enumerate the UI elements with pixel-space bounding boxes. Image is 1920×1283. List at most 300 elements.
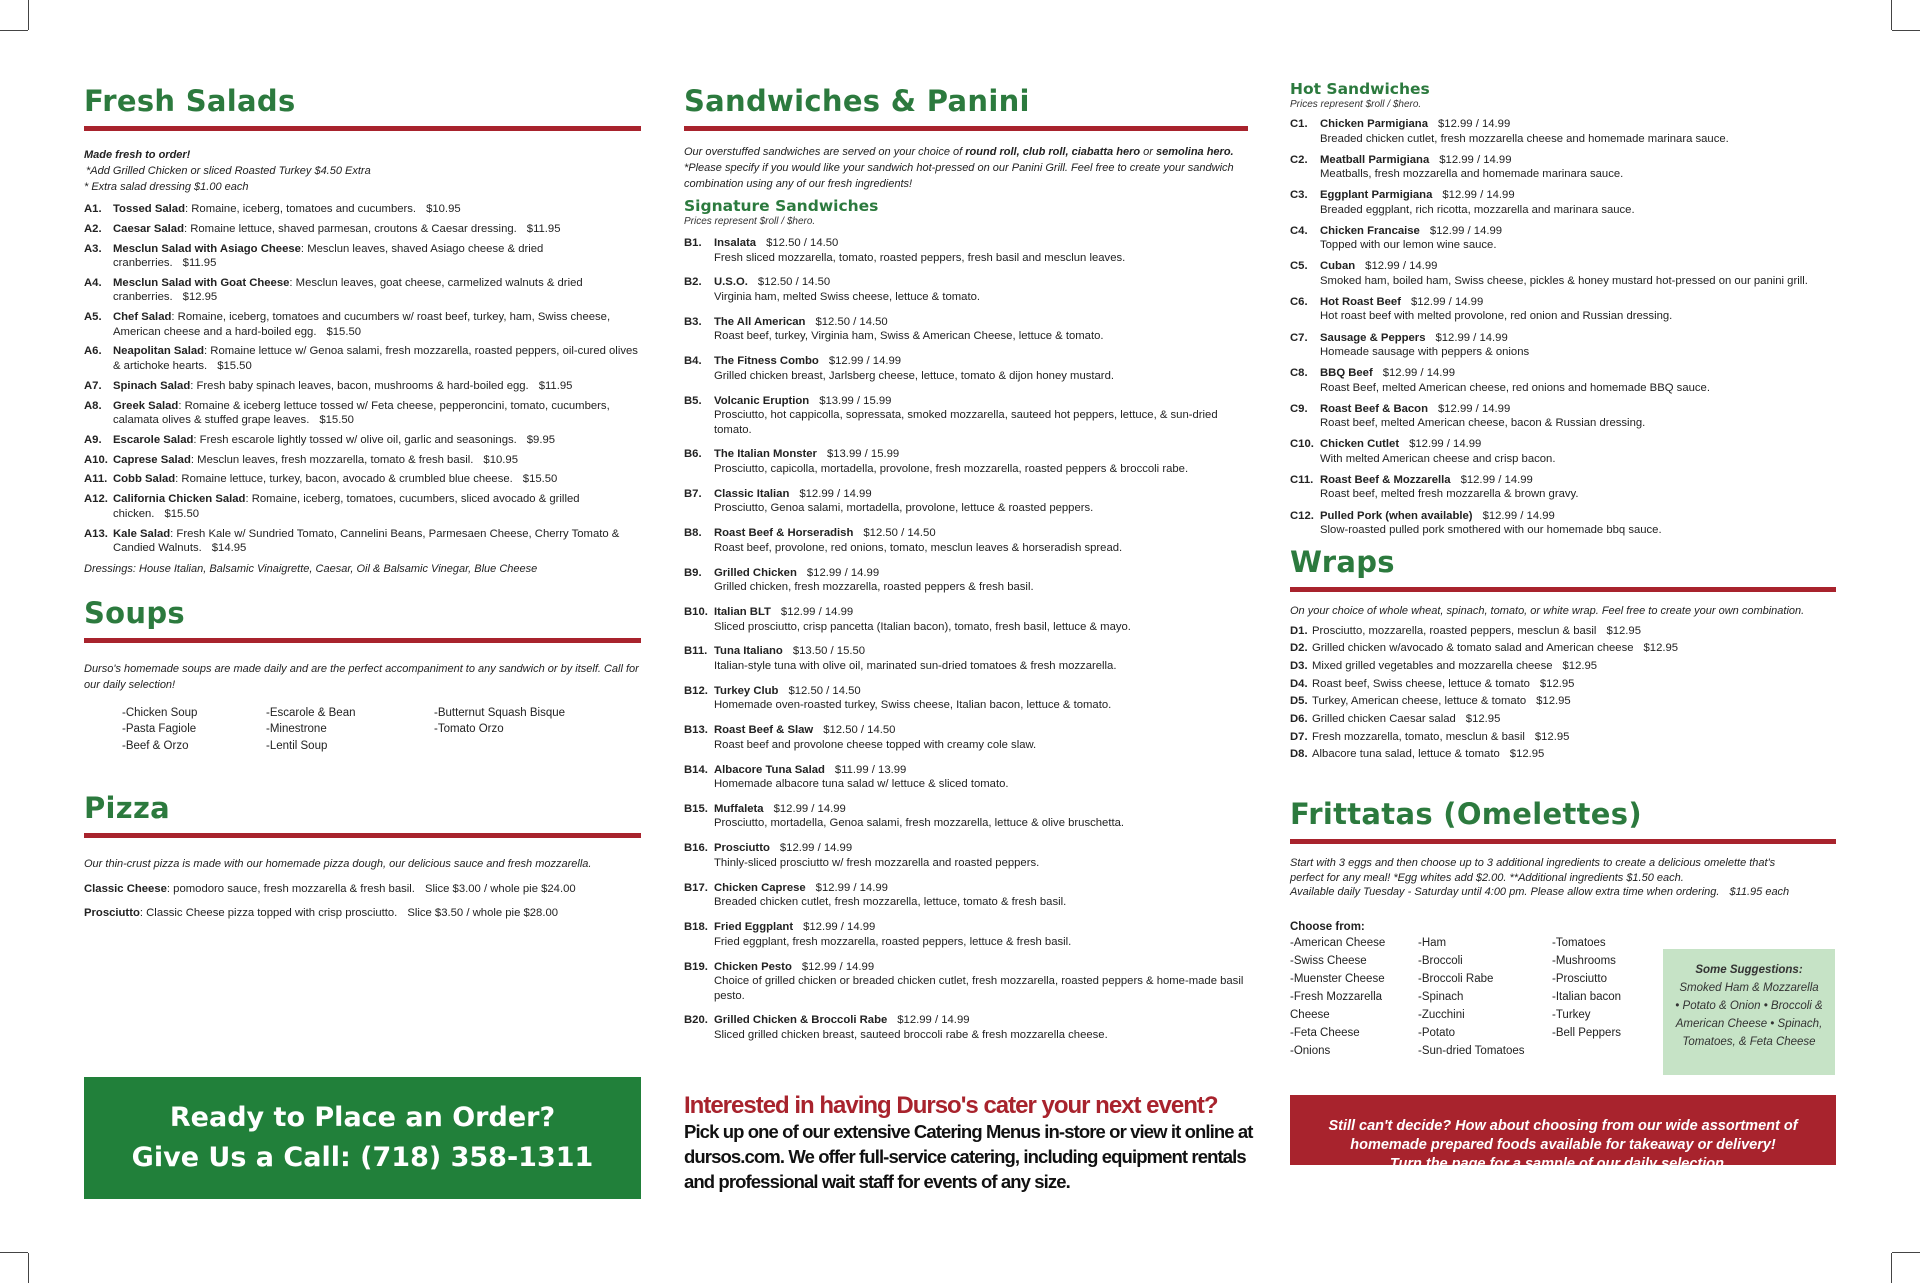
crop-mark-br-h (1892, 1252, 1920, 1253)
pizza-item (84, 901, 641, 925)
item-body (1320, 259, 1836, 288)
item-code: A12. (84, 493, 108, 506)
item-desc: Prosciutto, mortadella, Genoa salami, fresh mozzarella, lettuce & olive bruschetta. (714, 817, 1125, 830)
item-price: $15.50 (319, 414, 354, 427)
item-code: D7. (1290, 730, 1308, 743)
item-desc: Meatballs, fresh mozzarella and homemade marinara sauce. (1320, 168, 1624, 181)
item-price: $10.95 (483, 453, 518, 466)
item-code: B13. (684, 724, 708, 737)
item-body (714, 394, 1248, 438)
item-header (1320, 295, 1836, 310)
item-body (1320, 473, 1836, 502)
item-body (714, 275, 1248, 304)
sandwich-item (684, 723, 1248, 752)
item-desc: Roast beef and provolone cheese topped with creamy cole slaw. (714, 738, 1037, 751)
item-body (714, 881, 1248, 910)
wraps-title: Wraps (1290, 544, 1395, 579)
item-header (714, 920, 1248, 935)
item-name: Chicken Caprese (714, 881, 806, 894)
call-to-order-phone[interactable]: Give Us a Call: (718) 358-1311 (131, 1142, 594, 1173)
prepared-foods-line2: homemade prepared foods available for takeaway or delivery! (1350, 1137, 1776, 1153)
soups-rule (84, 638, 641, 643)
item-name: Prosciutto (714, 842, 770, 855)
soups-title: Soups (84, 595, 185, 630)
item-header (714, 315, 1248, 330)
ingredient-item: -Muenster Cheese (1290, 972, 1385, 985)
wrap-item (1290, 640, 1836, 658)
item-header (1320, 437, 1836, 452)
item-desc: : Mesclun leaves, shaved Asiago cheese & dried cranberries. (113, 242, 544, 270)
hot-sandwich-item (1290, 295, 1836, 324)
salad-item (84, 379, 641, 394)
item-header (1320, 331, 1836, 346)
item-body (113, 344, 641, 373)
item-header (1320, 153, 1836, 168)
item-code: B2. (684, 276, 702, 289)
item-price: $12.99 / 14.99 (806, 566, 880, 579)
sandwich-item (684, 394, 1248, 438)
crop-mark-tl-v (28, 0, 29, 30)
item-desc: Prosciutto, hot cappicolla, sopressata, smoked mozzarella, sauteed hot peppers, lettuce, & sun-dried tomato. (714, 409, 1218, 436)
item-body (1312, 658, 1836, 676)
item-body (1320, 402, 1836, 431)
sandwich-item (684, 881, 1248, 910)
item-header (714, 236, 1248, 251)
frittatas-intro-line3 (1290, 885, 1836, 900)
ingredient-item: -Spinach (1418, 990, 1464, 1003)
item-body (1312, 640, 1836, 658)
item-price: $12.99 / 14.99 (773, 802, 846, 815)
item-price: $12.50 / 14.50 (823, 724, 896, 737)
intro-text: Our overstuffed sandwiches are served on your choice of (684, 146, 966, 158)
item-desc: : Romaine & iceberg lettuce tossed w/ Feta cheese, pepperoncini, tomato, cucumbers, calamata olives & stuffed grape leaves. (113, 399, 610, 427)
item-desc: Breaded chicken cutlet, fresh mozzarella, lettuce, tomato & fresh basil. (714, 896, 1067, 909)
item-name: Cuban (1320, 260, 1356, 273)
item-header (1320, 188, 1836, 203)
item-body (714, 1013, 1248, 1042)
item-code: C9. (1290, 402, 1308, 415)
item-name: Mesclun Salad with Goat Cheese (113, 276, 290, 289)
frittatas-intro-line1: Start with 3 eggs and then choose up to 3 additional ingredients to create a delicious omelette that's (1290, 857, 1776, 870)
item-desc: Slow-roasted pulled pork smothered with our homemade bbq sauce. (1320, 524, 1662, 537)
item-body (714, 841, 1248, 870)
item-price: $12.95 (1509, 748, 1545, 761)
hot-sandwiches-list (1290, 117, 1836, 538)
item-header (714, 1013, 1248, 1028)
frittatas-rule (1290, 839, 1836, 844)
item-desc: Roast beef, Swiss cheese, lettuce & tomato (1312, 677, 1530, 690)
item-price: $12.99 / 14.99 (1409, 438, 1482, 451)
wraps-rule (1290, 587, 1836, 592)
ingredient-item: -Mushrooms (1552, 954, 1616, 967)
item-desc: : Romaine, iceberg, tomatoes and cucumbers. (185, 203, 417, 215)
ingredient-item: -Fresh Mozzarella (1290, 990, 1383, 1003)
left-column (84, 70, 641, 925)
item-header (714, 526, 1248, 541)
item-name: Cobb Salad (113, 473, 176, 486)
pizza-rule (84, 833, 641, 838)
item-body (714, 644, 1248, 673)
catering-line2: dursos.com. We offer full-service catering, including equipment rentals (684, 1146, 1246, 1167)
sandwiches-title: Sandwiches & Panini (684, 84, 1030, 118)
wrap-item (1290, 693, 1836, 711)
item-code: D1. (1290, 624, 1308, 637)
item-code: C12. (1290, 509, 1314, 522)
item-name: Turkey Club (714, 684, 779, 697)
item-name: Classic Italian (714, 487, 790, 500)
item-code: D2. (1290, 642, 1308, 655)
salads-title: Fresh Salads (84, 84, 296, 118)
item-price: $9.95 (526, 433, 556, 446)
item-price: $10.95 (426, 203, 461, 215)
soup-item: -Lentil Soup (266, 739, 328, 752)
item-desc: Grilled chicken Caesar salad (1312, 713, 1456, 726)
pizza-section (84, 791, 641, 925)
item-body (113, 399, 641, 428)
item-code: C8. (1290, 367, 1308, 380)
suggestions-title: Some Suggestions: (1695, 964, 1803, 976)
item-body (113, 453, 641, 468)
call-to-order-banner[interactable] (84, 1077, 641, 1199)
pizza-list (84, 877, 641, 925)
pizza-item-price: Slice $3.00 / whole pie $24.00 (424, 882, 576, 895)
item-header (714, 802, 1248, 817)
hot-sandwich-item (1290, 331, 1836, 360)
ingredient-item: -Feta Cheese (1290, 1026, 1360, 1039)
item-price: $12.99 / 14.99 (828, 355, 902, 368)
item-name: U.S.O. (714, 276, 748, 289)
frittatas-title: Frittatas (Omelettes) (1290, 797, 1642, 832)
sandwiches-intro (684, 144, 1248, 192)
item-price: $11.95 (538, 379, 573, 392)
item-code: A6. (84, 345, 102, 358)
salad-item (84, 222, 641, 237)
item-body (113, 242, 641, 271)
item-desc: Prosciutto, mozzarella, roasted peppers, mesclun & basil (1312, 624, 1597, 637)
item-header (714, 960, 1248, 975)
item-name: Escarole Salad (113, 433, 194, 446)
ingredient-item: -Swiss Cheese (1290, 954, 1367, 967)
ingredient-item: -Prosciutto (1552, 972, 1607, 985)
item-price: $12.95 (182, 291, 218, 304)
sandwich-item (684, 487, 1248, 516)
pizza-item-desc: : pomodoro sauce, fresh mozzarella & fresh basil. (166, 882, 415, 895)
item-desc: Choice of grilled chicken or breaded chicken cutlet, fresh mozzarella, roasted peppers & home-made basil pesto. (714, 975, 1244, 1002)
item-body (714, 566, 1248, 595)
prepared-foods-banner[interactable] (1290, 1095, 1836, 1172)
item-code: C1. (1290, 118, 1308, 130)
item-desc: Topped with our lemon wine sauce. (1320, 239, 1497, 252)
item-header (1320, 117, 1836, 132)
salad-item (84, 344, 641, 373)
item-body (714, 315, 1248, 344)
item-header (714, 763, 1248, 778)
pizza-item-name: Prosciutto (84, 906, 140, 919)
item-price: $15.50 (217, 359, 252, 372)
salad-item (84, 433, 641, 448)
item-name: Neapolitan Salad (113, 345, 205, 358)
item-desc: Virginia ham, melted Swiss cheese, lettuce & tomato. (714, 290, 981, 303)
item-desc: Grilled chicken w/avocado & tomato salad and American cheese (1312, 642, 1634, 655)
pizza-item (84, 877, 641, 901)
item-body (1320, 437, 1836, 466)
sandwiches-list (684, 236, 1248, 1042)
item-name: Volcanic Eruption (714, 394, 810, 407)
item-name: California Chicken Salad (113, 493, 246, 506)
ingredient-item: -Potato (1418, 1026, 1456, 1039)
suggestions-line: • Potato & Onion • Broccoli & (1675, 1000, 1823, 1012)
frittatas-choose-label: Choose from: (1290, 920, 1365, 933)
soups-section (84, 596, 641, 765)
item-body (113, 379, 641, 394)
item-desc: Grilled chicken breast, Jarlsberg cheese, lettuce, tomato & dijon honey mustard. (714, 369, 1114, 382)
ingredients-col-2 (1418, 934, 1525, 1060)
hot-sandwich-item (1290, 224, 1836, 253)
item-desc: Albacore tuna salad, lettuce & tomato (1312, 748, 1500, 761)
ingredient-item: -Tomatoes (1552, 936, 1606, 949)
item-code: A11. (84, 473, 108, 486)
item-body (714, 960, 1248, 1004)
salad-item (84, 310, 641, 339)
suggestions-line: American Cheese • Spinach, (1675, 1018, 1823, 1030)
item-price: $12.50 / 14.50 (815, 315, 888, 328)
item-body (714, 605, 1248, 634)
item-header (1320, 224, 1836, 239)
hot-sandwich-item (1290, 509, 1836, 538)
salad-item (84, 276, 641, 305)
salads-dressings: Dressings: House Italian, Balsamic Vinaigrette, Caesar, Oil & Balsamic Vinegar, Blue Cheese (84, 562, 538, 575)
item-body (113, 310, 641, 339)
soup-item: -Beef & Orzo (122, 739, 189, 752)
item-price: $12.99 / 14.99 (801, 960, 875, 973)
item-code: B11. (684, 645, 708, 658)
item-code: B15. (684, 802, 708, 815)
item-price: $15.50 (522, 473, 558, 486)
item-body (1320, 331, 1836, 360)
item-code: D3. (1290, 659, 1308, 672)
ingredient-item: -Sun-dried Tomatoes (1418, 1044, 1525, 1057)
item-desc: Homemade albacore tuna salad w/ lettuce & sliced tomato. (714, 778, 1009, 791)
hot-sandwich-item (1290, 117, 1836, 146)
item-price: $12.95 (1534, 730, 1570, 743)
item-desc: Homemade oven-roasted turkey, Swiss cheese, Italian bacon, lettuce & tomato. (714, 699, 1112, 712)
ingredient-item: -Onions (1290, 1044, 1331, 1057)
item-name: Grilled Chicken (714, 566, 797, 579)
item-code: A5. (84, 311, 102, 324)
item-desc: : Romaine, iceberg, tomatoes, cucumbers, sliced avocado & grilled chicken. (113, 493, 580, 520)
item-name: Pulled Pork (when available) (1320, 509, 1473, 522)
item-header (714, 566, 1248, 581)
item-body (1320, 295, 1836, 324)
right-column (1290, 70, 1836, 1074)
ingredient-item: -Turkey (1552, 1008, 1591, 1021)
omelette-suggestions-box (1663, 949, 1835, 1075)
item-code: C10. (1290, 438, 1314, 451)
item-code: C3. (1290, 189, 1308, 202)
item-name: Chicken Cutlet (1320, 438, 1400, 451)
item-price: $12.99 / 14.99 (779, 842, 853, 855)
item-price: $13.99 / 15.99 (826, 448, 900, 461)
item-price: $13.50 / 15.50 (792, 645, 866, 658)
item-price: $12.99 / 14.99 (1439, 153, 1512, 166)
item-code: B3. (684, 315, 702, 328)
item-desc: Smoked ham, boiled ham, Swiss cheese, pickles & honey mustard hot-pressed on our panini grill. (1320, 274, 1808, 287)
item-code: B20. (684, 1014, 708, 1027)
item-price: $11.95 (182, 257, 217, 270)
item-name: Caprese Salad (113, 453, 191, 466)
soups-intro: Durso's homemade soups are made daily and are the perfect accompaniment to any sandwich or by itself. Call for our daily selection! (84, 662, 639, 691)
item-desc: : Romaine lettuce, shaved parmesan, croutons & Caesar dressing. (183, 222, 517, 235)
catering-promo (684, 1092, 1254, 1194)
item-header (1320, 259, 1836, 274)
hot-sandwich-item (1290, 153, 1836, 182)
item-body (1320, 509, 1836, 538)
catering-line3: and professional wait staff for events of any size. (684, 1171, 1070, 1192)
soups-col-1 (122, 705, 197, 755)
sandwich-item (684, 920, 1248, 949)
sandwich-item (684, 315, 1248, 344)
item-name: Tossed Salad (113, 203, 185, 215)
item-header (1320, 473, 1836, 488)
frittatas-price: $11.95 each (1729, 886, 1790, 899)
ingredient-item: -Bell Peppers (1552, 1026, 1622, 1039)
sandwich-item (684, 802, 1248, 831)
intro-breads: semolina hero. (1155, 146, 1234, 158)
item-desc: Fresh sliced mozzarella, tomato, roasted peppers, fresh basil and mesclun leaves. (714, 251, 1126, 264)
item-header (714, 881, 1248, 896)
item-desc: Fresh mozzarella, tomato, mesclun & basil (1312, 730, 1525, 743)
sandwich-item (684, 644, 1248, 673)
item-header (714, 447, 1248, 462)
salads-note-add-chicken: *Add Grilled Chicken or sliced Roasted Turkey $4.50 Extra (86, 165, 371, 177)
item-desc: : Fresh escarole lightly tossed w/ olive oil, garlic and seasonings. (193, 433, 517, 446)
item-code: B16. (684, 842, 708, 855)
pizza-title: Pizza (84, 790, 171, 825)
item-body (714, 236, 1248, 265)
item-price: $12.50 / 14.50 (757, 276, 831, 289)
item-code: A2. (84, 222, 102, 235)
signature-sandwiches-title: Signature Sandwiches (684, 197, 879, 215)
item-body (1320, 224, 1836, 253)
item-code: B17. (684, 881, 708, 894)
item-body (113, 492, 641, 521)
item-name: Caesar Salad (113, 222, 184, 235)
hot-sandwich-item (1290, 437, 1836, 466)
item-name: Chicken Francaise (1320, 224, 1420, 237)
item-code: B14. (684, 763, 708, 776)
intro-text: *Please specify if you would like your sandwich hot-pressed on our Panini Grill. Feel free to create your sandwich combination using any of our fresh ingredients! (684, 162, 1234, 190)
item-code: D6. (1290, 713, 1308, 726)
item-price: $12.95 (1536, 695, 1571, 708)
item-body (1320, 188, 1836, 217)
item-price: $13.99 / 15.99 (819, 394, 892, 407)
item-price: $12.99 / 14.99 (803, 921, 876, 934)
sandwich-item (684, 605, 1248, 634)
item-header (714, 723, 1248, 738)
item-desc: Turkey, American cheese, lettuce & tomato (1312, 695, 1527, 708)
item-name: Meatball Parmigiana (1320, 153, 1430, 166)
ingredient-item: -Broccoli (1418, 954, 1463, 967)
intro-text: or (1140, 146, 1156, 158)
hot-sandwich-item (1290, 473, 1836, 502)
pizza-item-name: Classic Cheese (84, 882, 167, 895)
item-code: C11. (1290, 473, 1314, 486)
item-desc: Thinly-sliced prosciutto w/ fresh mozzarella and roasted peppers. (714, 856, 1040, 869)
ingredient-item: -Zucchini (1418, 1008, 1465, 1021)
sandwich-item (684, 275, 1248, 304)
item-desc: Hot roast beef with melted provolone, red onion and Russian dressing. (1320, 310, 1673, 323)
wrap-item (1290, 746, 1836, 764)
item-price: $15.50 (164, 507, 200, 520)
item-body (714, 920, 1248, 949)
item-body (1312, 676, 1836, 694)
wrap-item (1290, 729, 1836, 747)
item-price: $12.50 / 14.50 (863, 527, 936, 540)
item-code: C5. (1290, 260, 1308, 273)
signature-sandwiches-note: Prices represent $roll / $hero. (684, 216, 816, 227)
item-code: A9. (84, 433, 102, 446)
hot-sandwiches-note: Prices represent $roll / $hero. (1290, 99, 1422, 110)
frittatas-intro-line2: perfect for any meal! *Egg whites add $2.00. **Additional ingredients $1.50 each. (1290, 871, 1684, 884)
crop-mark-tr-h (1892, 30, 1920, 31)
item-price: $12.99 / 14.99 (1410, 295, 1484, 308)
item-desc: Roast beef, turkey, Virginia ham, Swiss & American Cheese, lettuce & tomato. (714, 330, 1104, 343)
item-code: C7. (1290, 331, 1308, 344)
ingredient-item: Cheese (1290, 1008, 1330, 1021)
item-price: $12.95 (1606, 624, 1641, 637)
item-price: $12.99 / 14.99 (1429, 224, 1503, 237)
item-name: Chef Salad (113, 311, 172, 324)
item-code: C6. (1290, 295, 1308, 308)
pizza-item-price: Slice $3.50 / whole pie $28.00 (407, 906, 559, 919)
salad-item (84, 399, 641, 428)
suggestions-line: Tomatoes, & Feta Cheese (1682, 1036, 1816, 1048)
wrap-item (1290, 676, 1836, 694)
item-desc: Prosciutto, Genoa salami, mortadella, provolone, lettuce & roasted peppers. (714, 502, 1094, 515)
item-price: $12.99 / 14.99 (1482, 509, 1555, 522)
salads-note-dressing: * Extra salad dressing $1.00 each (84, 181, 249, 193)
item-body (714, 447, 1248, 476)
item-desc: Sliced grilled chicken breast, sauteed broccoli rabe & fresh mozzarella cheese. (714, 1028, 1108, 1041)
soup-item: -Tomato Orzo (434, 723, 504, 736)
item-name: Chicken Pesto (714, 960, 792, 973)
item-name: Mesclun Salad with Asiago Cheese (113, 242, 301, 255)
sandwich-item (684, 763, 1248, 792)
item-name: The Fitness Combo (714, 355, 819, 368)
sandwiches-rule (684, 126, 1248, 131)
salad-item (84, 202, 641, 217)
item-desc: : Mesclun leaves, goat cheese, carmelized walnuts & dried cranberries. (113, 276, 583, 304)
item-body (1312, 711, 1836, 729)
item-code: B12. (684, 684, 708, 697)
item-price: $12.99 / 14.99 (780, 606, 854, 619)
sandwich-item (684, 354, 1248, 383)
wrap-item (1290, 623, 1836, 641)
item-body (714, 487, 1248, 516)
item-price: $12.99 / 14.99 (1438, 118, 1511, 130)
item-code: B10. (684, 606, 708, 619)
item-code: A4. (84, 276, 102, 289)
item-header (714, 487, 1248, 502)
wraps-list (1290, 623, 1836, 765)
item-price: $12.50 / 14.50 (766, 237, 839, 249)
item-price: $12.99 / 14.99 (815, 881, 888, 894)
item-code: C2. (1290, 153, 1308, 166)
item-body (714, 763, 1248, 792)
item-price: $12.99 / 14.99 (1460, 473, 1533, 486)
item-body (113, 527, 641, 556)
item-desc: Prosciutto, capicolla, mortadella, provolone, fresh mozzarella, roasted peppers & broccoli rabe. (714, 462, 1189, 475)
